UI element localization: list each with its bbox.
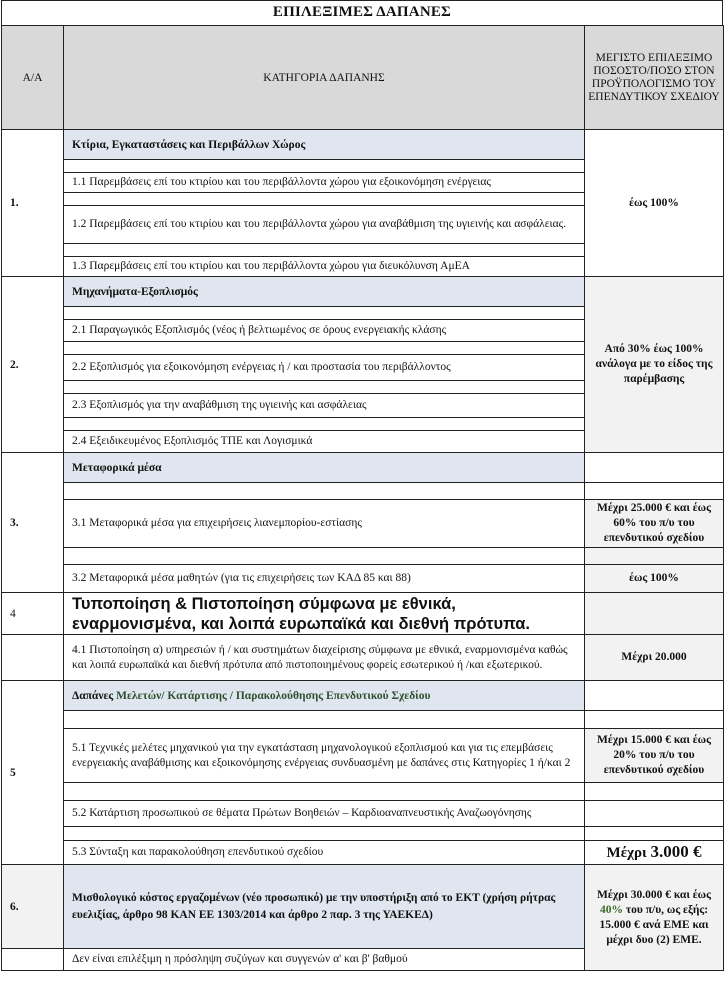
- blank-row: [64, 160, 585, 173]
- section-5-heading-rest: Μελετών/ Κατάρτισης / Παρακολούθησης Επενδυτικού Σχεδίου: [113, 689, 431, 702]
- section-3-heading-row: [2, 453, 724, 483]
- section-6-max: [585, 865, 724, 971]
- blank-cell: [585, 827, 724, 841]
- blank-row: [64, 244, 585, 257]
- list-item: [2, 841, 724, 865]
- section-4-max-empty: [585, 593, 724, 635]
- header-aa: Α/Α: [2, 26, 64, 130]
- section-5-max-empty: [585, 681, 724, 711]
- blank-row: [64, 418, 585, 431]
- section-5-heading: [64, 681, 585, 711]
- section-5-number: 5: [2, 681, 64, 865]
- header-max-percentage: ΜΕΓΙΣΤΟ ΕΠΙΛΕΞΙΜΟ ΠΟΣΟΣΤΟ/ΠΟΣΟ ΣΤΟΝ ΠΡΟΫΠΟΛΟΓΙΣΜΟ ΤΟΥ ΕΠΕΝΔΥΤΙΚΟΥ ΣΧΕΔΙΟΥ: [585, 26, 724, 130]
- section-5-heading-prefix: Δαπάνες: [72, 689, 114, 702]
- blank-row: [64, 193, 585, 206]
- header-category: ΚΑΤΗΓΟΡΙΑ ΔΑΠΑΝΗΣ: [64, 26, 585, 130]
- section-2-max: Από 30% έως 100% ανάλογα με το είδος της παρέμβασης: [585, 277, 724, 453]
- blank-row: [64, 483, 585, 500]
- section-2-item-2: 2.2 Εξοπλισμός για εξοικονόμηση ενέργειας ή / και προστασία του περιβάλλοντος: [64, 355, 585, 381]
- section-6-number: 6.: [2, 865, 64, 949]
- section-1-item-1: 1.1 Παρεμβάσεις επί του κτιρίου και του περιβάλλοντα χώρου για εξοικονόμηση ενέργειας: [64, 173, 585, 193]
- section-3-item-1-max: Μέχρι 25.000 € και έως 60% του π/υ του επενδυτικού σχεδίου: [585, 500, 724, 548]
- section-1-heading: Κτίρια, Εγκαταστάσεις και Περιβάλλων Χώρος: [64, 130, 585, 160]
- section-5-item-3-max: [585, 841, 724, 865]
- table-header-row: [2, 26, 724, 130]
- section-6-max-part2: του π/υ, ως εξής: 15.000 € ανά ΕΜΕ και μέχρι δυο (2) ΕΜΕ.: [599, 903, 709, 946]
- section-4-item-1: 4.1 Πιστοποίηση α) υπηρεσιών ή / και συστημάτων διαχείρισης σύμφωνα με εθνικά, εναρμονισμένα καθώς και λοιπά ευρωπαϊκά και διεθνή πρότυπα από πιστοποιημένους φορείς εσωτερικού ή /και εξωτερικού.: [64, 635, 585, 681]
- section-4-max: Μέχρι 20.000: [585, 635, 724, 681]
- section-6-heading-row: [2, 865, 724, 949]
- section-4-number: 4: [2, 593, 64, 635]
- list-item: [2, 565, 724, 593]
- blank-row: [64, 711, 585, 729]
- section-2-item-1: 2.1 Παραγωγικός Εξοπλισμός (νέος ή βελτιωμένος σε όρους ενεργειακής κλάσης: [64, 320, 585, 342]
- section-6-heading: Μισθολογικό κόστος εργαζομένων (νέο προσωπικό) με την υποστήριξη από το ΕΚΤ (χρήση ρήτρας ευελιξίας, άρθρο 98 ΚΑΝ ΕΕ 1303/2014 και άρθρο 2 παρ. 3 της ΥΑΕΚΕΔ): [64, 865, 585, 949]
- section-1-heading-row: [2, 130, 724, 160]
- list-item: [2, 500, 724, 548]
- blank-cell: [585, 711, 724, 729]
- list-item: [2, 801, 724, 827]
- section-4-heading: Τυποποίηση & Πιστοποίηση σύμφωνα με εθνικά, εναρμονισμένα, και λοιπά ευρωπαϊκά και διεθνή πρότυπα.: [64, 593, 585, 635]
- section-6-max-part1: Μέχρι 30.000 € και έως: [597, 888, 711, 901]
- section-6-number-empty: [2, 949, 64, 971]
- list-item: [2, 635, 724, 681]
- section-2-item-4: 2.4 Εξειδικευμένος Εξοπλισμός ΤΠΕ και Λογισμικά: [64, 431, 585, 453]
- list-item: [2, 729, 724, 783]
- section-3-item-1: 3.1 Μεταφορικά μέσα για επιχειρήσεις λιανεμπορίου-εστίασης: [64, 500, 585, 548]
- section-1-item-3: 1.3 Παρεμβάσεις επί του κτιρίου και του περιβάλλοντα χώρου για διευκόλυνση ΑμΕΑ: [64, 257, 585, 277]
- section-2-item-3: 2.3 Εξοπλισμός για την αναβάθμιση της υγιεινής και ασφάλειας: [64, 394, 585, 418]
- section-6-item-1: Δεν είναι επιλέξιμη η πρόσληψη συζύγων και συγγενών α' και β' βαθμού: [64, 949, 585, 971]
- section-5-item-3-max-prefix: Μέχρι: [606, 845, 651, 861]
- section-2-heading-row: [2, 277, 724, 307]
- blank-row: [64, 342, 585, 355]
- section-5-item-1-max: Μέχρι 15.000 € και έως 20% του π/υ του επενδυτικού σχεδίου: [585, 729, 724, 783]
- blank-row: [64, 548, 585, 565]
- section-5-item-2: 5.2 Κατάρτιση προσωπικού σε θέματα Πρώτων Βοηθειών – Καρδιοαναπνευστικής Αναζωογόνησης: [64, 801, 585, 827]
- blank-row: [64, 827, 585, 841]
- section-3-heading: Μεταφορικά μέσα: [64, 453, 585, 483]
- section-2-number: 2.: [2, 277, 64, 453]
- blank-row: [64, 381, 585, 394]
- expenses-table: [1, 25, 724, 971]
- section-5-item-3: 5.3 Σύνταξη και παρακολούθηση επενδυτικού σχεδίου: [64, 841, 585, 865]
- eligible-expenses-document: [1, 0, 723, 971]
- blank-cell: [585, 801, 724, 827]
- section-3-item-2-max: έως 100%: [585, 565, 724, 593]
- section-1-max: έως 100%: [585, 130, 724, 277]
- blank-row: [64, 783, 585, 801]
- section-1-item-2: 1.2 Παρεμβάσεις επί του κτιρίου και του περιβάλλοντα χώρου για αναβάθμιση της υγιεινής και ασφάλειας.: [64, 206, 585, 244]
- blank-cell: [585, 548, 724, 565]
- section-5-item-1: 5.1 Τεχνικές μελέτες μηχανικού για την εγκατάσταση μηχανολογικού εξοπλισμού και για τις επεμβάσεις ενεργειακής αναβάθμισης και εξοικονόμησης ενέργειας συνδυασμένη με δαπάνες στις Κατηγορίες 1 ή/και 2: [64, 729, 585, 783]
- section-3-item-2: 3.2 Μεταφορικά μέσα μαθητών (για τις επιχειρήσεις των ΚΑΔ 85 και 88): [64, 565, 585, 593]
- section-1-number: 1.: [2, 130, 64, 277]
- section-4-heading-row: [2, 593, 724, 635]
- section-3-max-empty: [585, 453, 724, 483]
- section-4-number-empty: [2, 635, 64, 681]
- blank-row: [64, 307, 585, 320]
- section-3-number: 3.: [2, 453, 64, 593]
- section-5-item-3-max-amount: 3.000 €: [650, 842, 702, 861]
- section-5-heading-row: [2, 681, 724, 711]
- section-2-heading: Μηχανήματα-Εξοπλισμός: [64, 277, 585, 307]
- document-title: ΕΠΙΛΕΞΙΜΕΣ ΔΑΠΑΝΕΣ: [1, 0, 723, 23]
- blank-cell: [585, 483, 724, 500]
- section-6-max-percentage: 40%: [599, 903, 623, 916]
- blank-cell: [585, 783, 724, 801]
